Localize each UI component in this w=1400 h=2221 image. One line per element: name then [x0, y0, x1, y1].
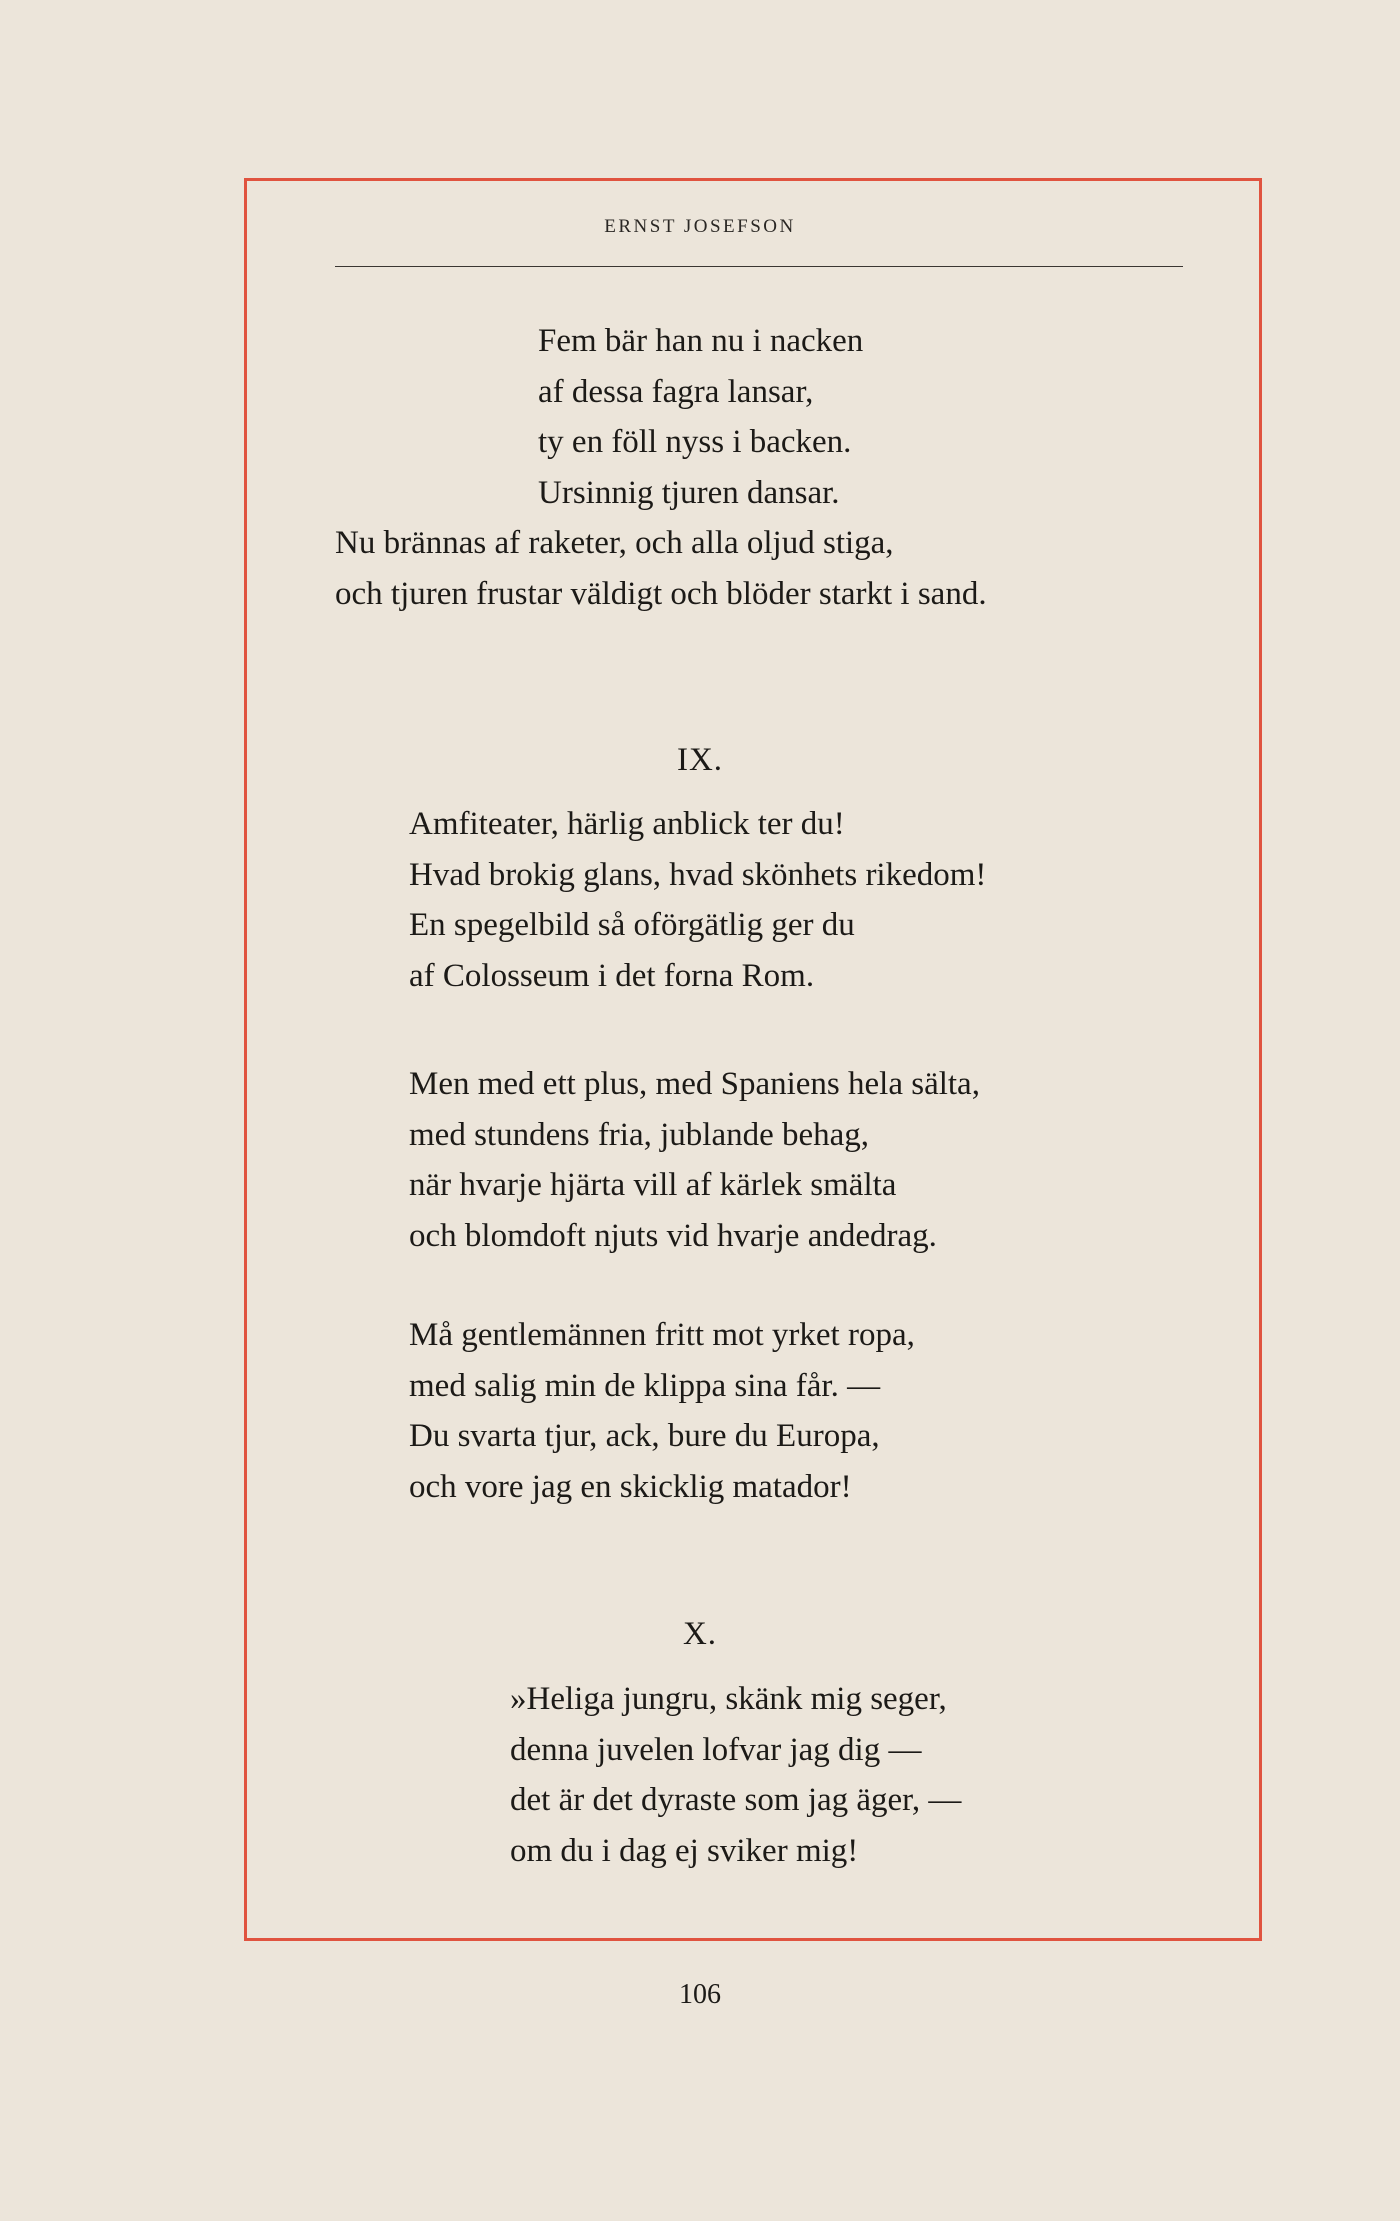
section-number: X. [682, 1616, 718, 1652]
verse-line: Ursinnig tjuren dansar. [538, 474, 840, 511]
verse-line: och blomdoft njuts vid hvarje andedrag. [409, 1217, 937, 1254]
verse-line: Fem bär han nu i nacken [538, 323, 864, 359]
stanza [538, 316, 863, 518]
verse-line: Du svarta tjur, ack, bure du Europa, [409, 1418, 880, 1454]
verse-line: af Colosseum i det forna Rom. [409, 957, 815, 994]
section-number: IX. [676, 742, 724, 778]
stanza [409, 799, 986, 1001]
verse-line: med stundens fria, jublande behag, [409, 1116, 870, 1153]
verse-line: det är det dyraste som jag äger, — [510, 1782, 962, 1818]
running-head: ERNST JOSEFSON [604, 216, 796, 237]
stanza [409, 1059, 980, 1261]
verse-line: af dessa fagra lansar, [538, 373, 814, 410]
stanza [335, 518, 987, 619]
verse-line: Nu brännas af raketer, och alla oljud stiga, [335, 525, 894, 561]
stanza [510, 1674, 961, 1876]
verse-line: En spegelbild så oförgätlig ger du [409, 907, 855, 943]
page-number: 106 [679, 1979, 721, 2010]
verse-line: Må gentlemännen fritt mot yrket ropa, [409, 1317, 915, 1353]
verse-line: »Heliga jungru, skänk mig seger, [510, 1681, 947, 1717]
verse-line: Hvad brokig glans, hvad skönhets rikedom! [409, 856, 987, 893]
verse-line: med salig min de klippa sina får. — [409, 1367, 881, 1404]
verse-line: när hvarje hjärta vill af kärlek smälta [409, 1167, 897, 1203]
verse-line: Men med ett plus, med Spaniens hela sälta, [409, 1066, 980, 1102]
stanza [409, 1310, 915, 1512]
verse-line: ty en föll nyss i backen. [538, 424, 852, 460]
verse-line: denna juvelen lofvar jag dig — [510, 1731, 922, 1768]
verse-line: om du i dag ej sviker mig! [510, 1832, 859, 1869]
verse-line: och tjuren frustar väldigt och blöder starkt i sand. [335, 575, 987, 612]
header-rule [335, 266, 1183, 267]
verse-line: och vore jag en skicklig matador! [409, 1468, 852, 1505]
verse-line: Amfiteater, härlig anblick ter du! [409, 806, 845, 842]
